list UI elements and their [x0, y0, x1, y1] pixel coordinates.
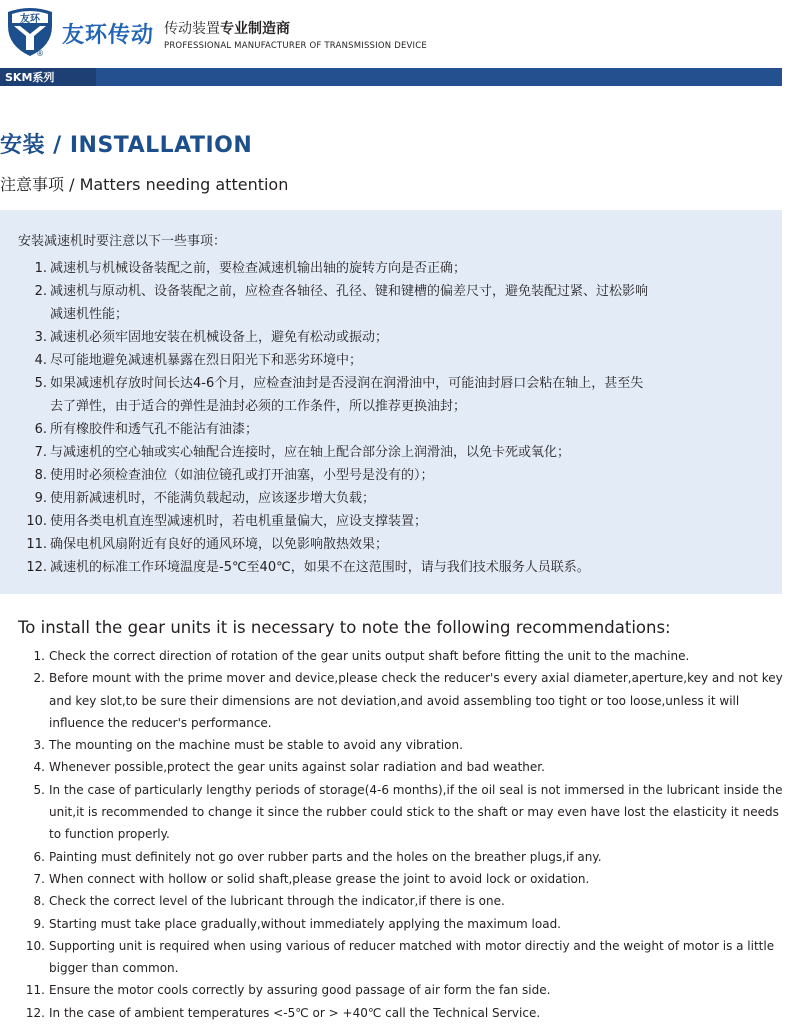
list-item — [0, 257, 782, 280]
item-line: influence the reducer's performance. — [49, 715, 272, 730]
item-line: Whenever possible,protect the gear units against solar radiation and bad weather. — [49, 760, 545, 775]
item-line: Supporting unit is required when using various of reducer matched with motor directiy and the weight of motor is a little — [49, 938, 775, 953]
item-text — [45, 979, 784, 1001]
item-number: 6. — [33, 849, 45, 864]
list-item — [0, 280, 782, 326]
list-item — [0, 779, 790, 846]
item-line: Check the correct level of the lubricant through the indicator,if there is one. — [49, 894, 505, 909]
item-number: 11. — [25, 983, 45, 998]
cn-intro: 安装减速机时要注意以下一些事项： — [18, 234, 227, 249]
item-line: 所有橡胶件和透气孔不能沾有油漆； — [50, 422, 259, 437]
item-line: 使用新减速机时，不能满负载起动，应该逐步增大负载； — [50, 491, 376, 506]
series-label: SKM系列 — [5, 71, 55, 84]
item-text — [45, 1002, 784, 1024]
item-line: 去了弹性，由于适合的弹性是油封必须的工作条件，所以推荐更换油封； — [50, 399, 467, 414]
item-line: In the case of particularly lengthy periods of storage(4-6 months),if the oil seal is not immersed in the lubricant inside the — [49, 782, 783, 797]
item-line: 确保电机风扇附近有良好的通风环境，以免影响散热效果； — [50, 537, 389, 552]
item-text — [47, 441, 752, 464]
item-number: 4. — [33, 760, 45, 775]
item-line: 减速机与机械设备装配之前，要检查减速机输出轴的旋转方向是否正确； — [50, 261, 467, 276]
list-item — [0, 756, 790, 778]
item-text — [47, 556, 752, 579]
item-line: 减速机必须牢固地安装在机械设备上，避免有松动或振动； — [50, 330, 389, 345]
item-text — [47, 372, 752, 418]
item-line: 减速机与原动机、设备装配之前，应检查各轴径、孔径、键和键槽的偏差尺寸，避免装配过紧、过松影响 — [50, 284, 649, 299]
list-item — [0, 913, 790, 935]
tagline-cn-bold: 专业制造商 — [220, 21, 290, 37]
en-title: To install the gear units it is necessary to note the following recommendations: — [18, 618, 671, 637]
item-number: 5. — [34, 376, 47, 391]
item-line: Before mount with the prime mover and device,please check the reducer's every axial diameter,aperture,key and not key — [49, 671, 783, 686]
item-number: 2. — [33, 671, 45, 686]
brand-name: 友环传动 — [62, 23, 155, 48]
item-number: 8. — [34, 468, 47, 483]
section-title: 安装 / INSTALLATION — [0, 133, 253, 158]
list-item — [0, 326, 782, 349]
item-line: bigger than common. — [49, 961, 179, 976]
item-text — [47, 418, 752, 441]
item-text — [45, 779, 784, 846]
item-number: 4. — [34, 353, 47, 368]
item-number: 11. — [26, 537, 47, 552]
item-number: 8. — [33, 894, 45, 909]
item-line: When connect with hollow or solid shaft,please grease the joint to avoid lock or oxidation. — [49, 871, 590, 886]
item-number: 2. — [34, 284, 47, 299]
item-number: 1. — [33, 649, 45, 663]
item-number: 7. — [33, 871, 45, 886]
item-text — [45, 868, 784, 890]
item-number: 10. — [25, 938, 45, 953]
item-number: 12. — [26, 560, 47, 575]
item-text — [47, 487, 752, 510]
item-line: unit,it is recommended to change it since the rubber could stick to the shaft or may even have lost the elasticity it needs — [49, 805, 779, 820]
item-line: 减速机性能； — [50, 307, 129, 322]
item-number: 9. — [34, 491, 47, 506]
list-item — [0, 372, 782, 418]
list-item — [0, 645, 790, 667]
item-text — [45, 913, 784, 935]
list-item — [0, 935, 790, 980]
item-line: 使用时必须检查油位（如油位镜孔或打开油塞，小型号是没有的）； — [50, 468, 434, 483]
item-number: 12. — [25, 1005, 45, 1020]
item-text — [47, 464, 752, 487]
item-text — [45, 846, 784, 868]
tagline-cn — [164, 18, 290, 38]
list-item — [0, 868, 790, 890]
item-line: and key slot,to be sure their dimensions are not deviation,and avoid assembling too tight or too loose,unless it will — [49, 693, 740, 708]
tagline-en: PROFESSIONAL MANUFACTURER OF TRANSMISSION DEVICE — [164, 41, 427, 51]
item-text — [47, 510, 752, 533]
item-line: 尽可能地避免减速机暴露在烈日阳光下和恶劣环境中； — [50, 353, 363, 368]
item-line: Ensure the motor cools correctly by assuring good passage of air form the fan side. — [49, 983, 551, 998]
item-text — [45, 645, 784, 667]
list-item — [0, 667, 790, 734]
item-number: 6. — [34, 422, 47, 437]
item-line: 如果减速机存放时间长达4-6个月，应检查油封是否浸润在润滑油中，可能油封唇口会粘在轴上，甚至失 — [50, 376, 644, 391]
item-text — [47, 326, 752, 349]
item-line: Check the correct direction of rotation of the gear units output shaft before fitting the unit to the machine. — [49, 649, 690, 663]
cn-notes-list — [0, 257, 782, 579]
section-subtitle: 注意事项 / Matters needing attention — [0, 175, 289, 194]
item-number: 7. — [34, 445, 47, 460]
list-item — [0, 441, 782, 464]
item-number: 9. — [33, 916, 45, 931]
item-line: 使用各类电机直连型减速机时，若电机重量偏大，应设支撑装置； — [50, 514, 428, 529]
list-item — [0, 734, 790, 756]
item-line: 与减速机的空心轴或实心轴配合连接时，应在轴上配合部分涂上润滑油，以免卡死或氧化； — [50, 445, 571, 460]
list-item — [0, 556, 782, 579]
list-item — [0, 846, 790, 868]
list-item — [0, 533, 782, 556]
item-line: 减速机的标准工作环境温度是-5℃至40℃，如果不在这范围时，请与我们技术服务人员联系。 — [50, 560, 590, 575]
item-text — [47, 533, 752, 556]
item-number: 1. — [34, 261, 47, 276]
list-item — [0, 979, 790, 1001]
item-line: Starting must take place gradually,without immediately applying the maximum load. — [49, 916, 561, 931]
item-text — [47, 257, 752, 280]
list-item — [0, 418, 782, 441]
list-item — [0, 510, 782, 533]
item-line: Painting must definitely not go over rubber parts and the holes on the breather plugs,if any. — [49, 849, 602, 864]
item-line: The mounting on the machine must be stable to avoid any vibration. — [49, 738, 463, 753]
item-text — [45, 935, 784, 980]
item-number: 3. — [33, 738, 45, 753]
list-item — [0, 464, 782, 487]
item-text — [47, 280, 752, 326]
item-line: to function properly. — [49, 827, 170, 842]
series-bar — [0, 68, 782, 86]
logo-mark-text: 友环 — [20, 14, 40, 25]
registered-mark: ® — [36, 49, 44, 58]
list-item — [0, 890, 790, 912]
item-text — [45, 890, 784, 912]
item-text — [47, 349, 752, 372]
tagline-cn-normal: 传动装置 — [164, 21, 220, 37]
item-line: In the case of ambient temperatures <-5℃ or > +40℃ call the Technical Service. — [49, 1005, 541, 1020]
item-text — [45, 734, 784, 756]
list-item — [0, 487, 782, 510]
item-text — [45, 756, 784, 778]
item-text — [45, 667, 784, 734]
list-item — [0, 349, 782, 372]
list-item — [0, 1002, 790, 1024]
item-number: 5. — [33, 782, 45, 797]
en-notes-list — [0, 645, 790, 1024]
item-number: 3. — [34, 330, 47, 345]
item-number: 10. — [26, 514, 47, 529]
